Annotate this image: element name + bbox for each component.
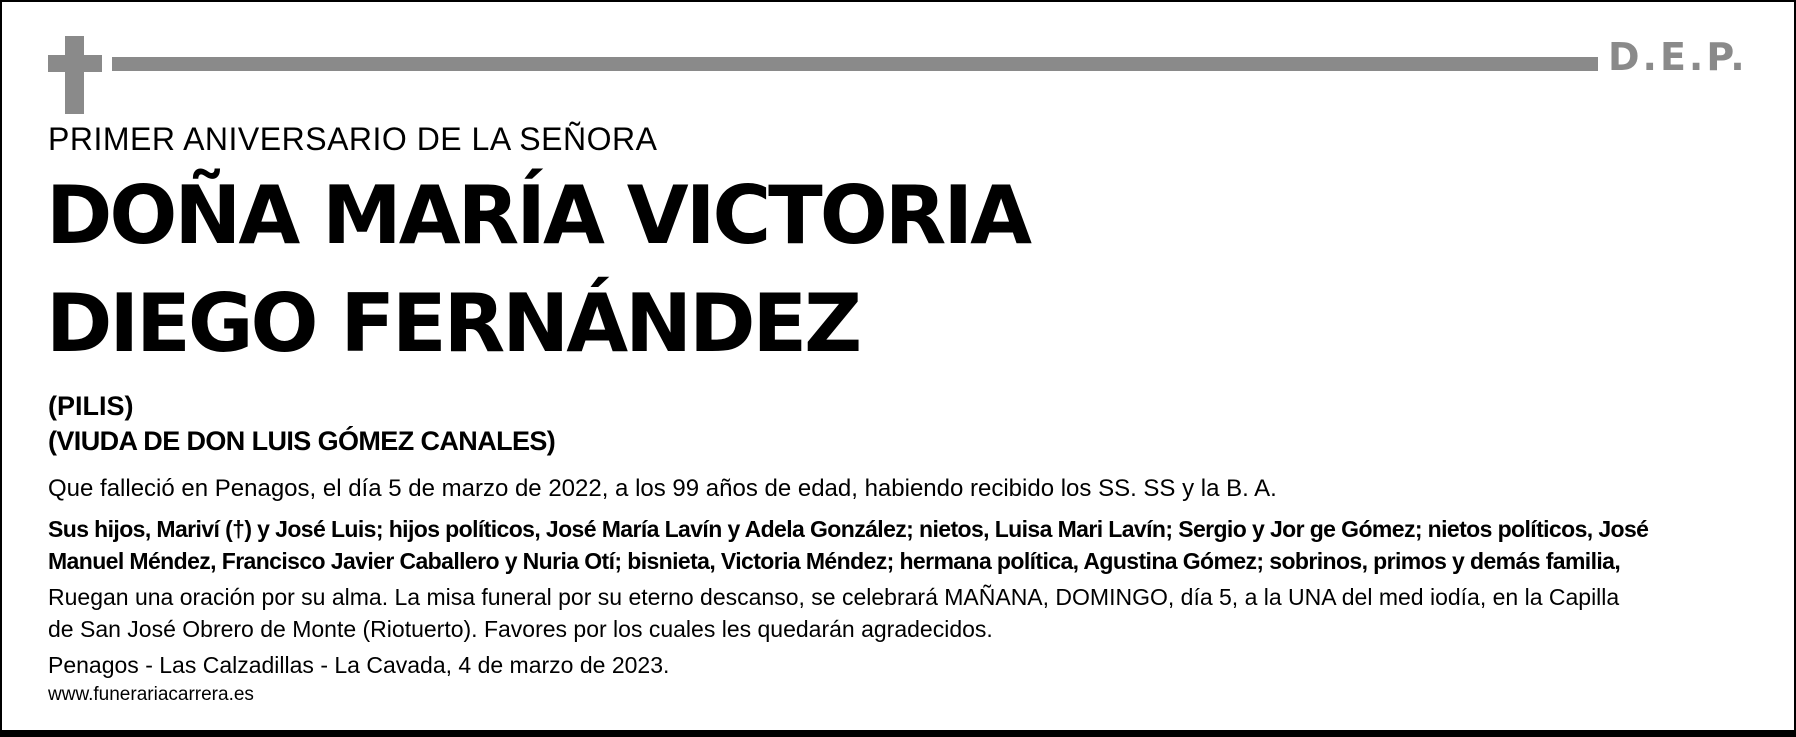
family-list xyxy=(48,513,1748,577)
deceased-name-line-2: DIEGO FERNÁNDEZ xyxy=(46,277,860,370)
widow-note: (VIUDA DE DON LUIS GÓMEZ CANALES) xyxy=(48,426,556,456)
death-info: Que falleció en Penagos, el día 5 de marzo de 2022, a los 99 años de edad, habiendo recibido los SS. SS y la B. A. xyxy=(48,475,1277,502)
family-line-2: Manuel Méndez, Francisco Javier Caballero y Nuria Otí; bisnieta, Victoria Méndez; hermana política, Agustina Gómez; sobrinos, primos y demás familia, xyxy=(48,548,1621,574)
mass-line-2: de San José Obrero de Monte (Riotuerto). Favores por los cuales les quedarán agradecidos. xyxy=(48,616,993,642)
cross-icon xyxy=(48,36,102,114)
family-line-1: Sus hijos, Mariví (†) y José Luis; hijos políticos, José María Lavín y Adela González; nietos, Luisa Mari Lavín; Sergio y Jor ge Gómez; nietos políticos, José xyxy=(48,516,1649,542)
funeral-home-website: www.funerariacarrera.es xyxy=(48,684,254,705)
place-date: Penagos - Las Calzadillas - La Cavada, 4 de marzo de 2023. xyxy=(48,652,670,678)
header-rule xyxy=(112,57,1598,71)
mass-announcement xyxy=(48,581,1748,645)
deceased-name-line-1: DOÑA MARÍA VICTORIA xyxy=(46,169,1030,262)
cross-horizontal-bar xyxy=(48,55,102,72)
deceased-alias: (PILIS) xyxy=(48,391,134,421)
anniversary-heading: PRIMER ANIVERSARIO DE LA SEÑORA xyxy=(48,121,658,157)
cross-vertical-bar xyxy=(65,36,84,114)
dep-label: D.E.P. xyxy=(1608,35,1748,79)
mass-line-1: Ruegan una oración por su alma. La misa funeral por su eterno descanso, se celebrará MAÑANA, DOMINGO, día 5, a la UNA del med iodía, en la Capilla xyxy=(48,584,1620,610)
